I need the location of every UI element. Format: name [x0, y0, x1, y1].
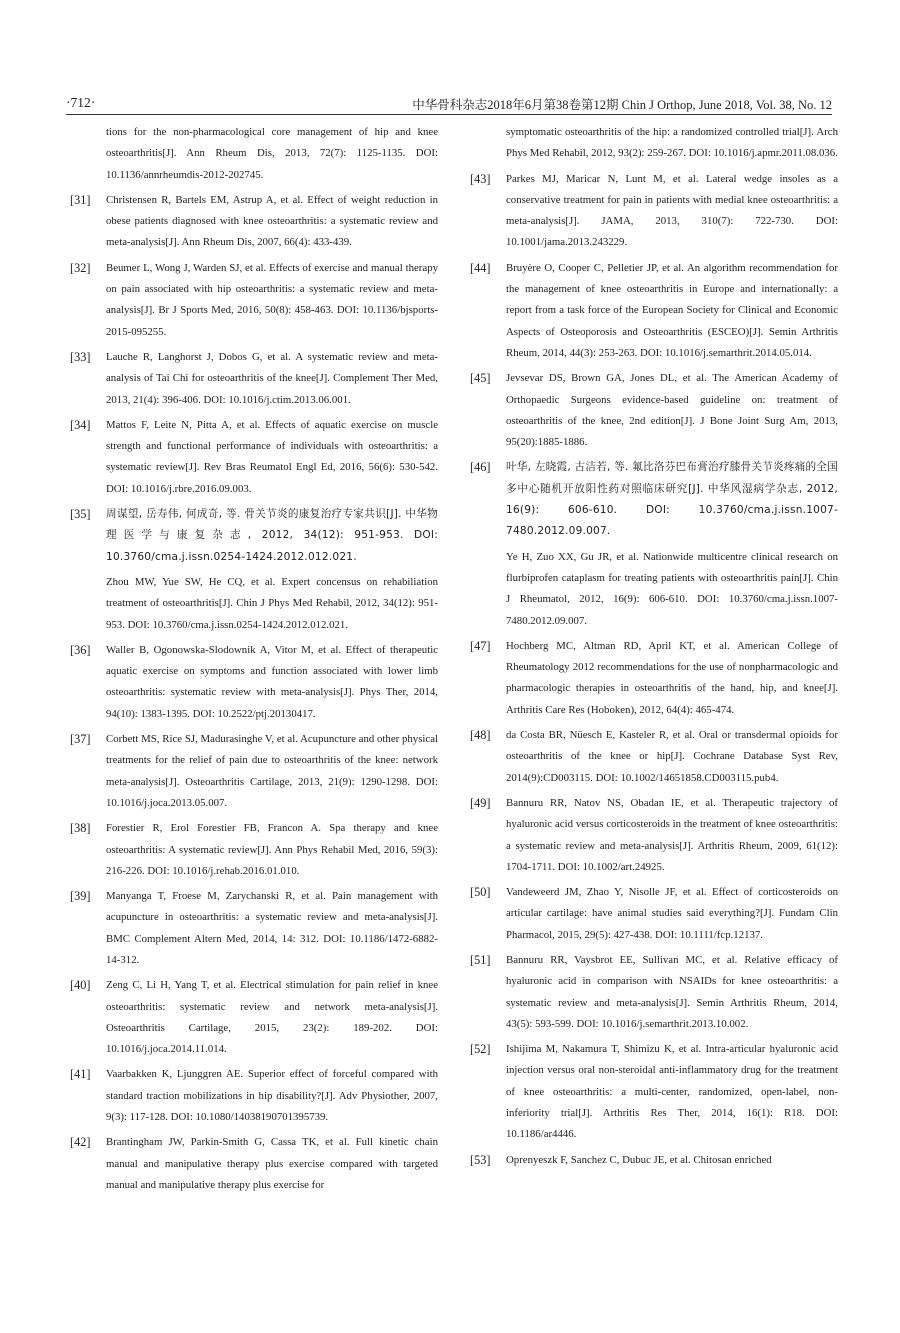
- reference-item: [470, 793, 838, 878]
- reference-text: Beumer L, Wong J, Warden SJ, et al. Effects of exercise and manual therapy on pain associated with hip osteoarthritis: a systematic review and meta-analysis[J]. Br J Sports Med, 2016, 50(8): 458-463. DOI: 10.1136/bjsports-2015-095255.: [106, 261, 438, 338]
- reference-text: Parkes MJ, Maricar N, Lunt M, et al. Lateral wedge insoles as a conservative treatment for pain in patients with medial knee osteoarthritis: a meta-analysis[J]. JAMA, 2013, 310(7): 722-730. DOI: 10.1001/jama.2013.243229.: [506, 172, 838, 249]
- reference-number: [40]: [70, 978, 91, 993]
- reference-text: Ishijima M, Nakamura T, Shimizu K, et al. Intra-articular hyaluronic acid injection versus oral non-steroidal anti-inflammatory drug for the treatment of knee osteoarthritis: a multi-center, randomized, open-label, non-inferiority trial[J]. Arthritis Res Ther, 2014, 16(1): R18. DOI: 10.1186/ar4446.: [506, 1043, 838, 1141]
- reference-item: [70, 1064, 438, 1128]
- reference-number: [38]: [70, 821, 91, 836]
- reference-item: [70, 572, 438, 636]
- reference-text: Brantingham JW, Parkin-Smith G, Cassa TK, et al. Full kinetic chain manual and manipulative therapy plus exercise compared with targeted manual and manipulative therapy plus exercise for: [106, 1136, 438, 1191]
- reference-number: [45]: [470, 371, 491, 386]
- reference-item: [70, 190, 438, 254]
- reference-item: [70, 347, 438, 411]
- reference-text: Forestier R, Erol Forestier FB, Francon A. Spa therapy and knee osteoarthritis: A systematic review[J]. Ann Phys Rehabil Med, 2016, 59(3): 216-226. DOI: 10.1016/j.rehab.2016.01.010.: [106, 822, 438, 877]
- reference-number: [37]: [70, 732, 91, 747]
- reference-number: [51]: [470, 952, 491, 967]
- reference-item: [70, 504, 438, 568]
- reference-text: Vaarbakken K, Ljunggren AE. Superior effect of forceful compared with standard traction mobilizations in hip disability?[J]. Adv Physiother, 2007, 9(3): 117-128. DOI: 10.1080/14038190701395739.: [106, 1068, 438, 1124]
- reference-text: Zhou MW, Yue SW, He CQ, et al. Expert concensus on rehabiliation treatment of osteoarthritis[J]. Chin J Phys Med Rehabil, 2012, 34(12): 951-953. DOI: 10.3760/cma.j.issn.0254-1424.2012.012.021.: [106, 575, 438, 631]
- reference-item: [70, 818, 438, 882]
- reference-continuation: [470, 122, 838, 165]
- reference-number: [50]: [470, 885, 491, 900]
- page-number: ·712·: [66, 95, 96, 110]
- reference-number: [53]: [470, 1152, 491, 1167]
- reference-text: Ye H, Zuo XX, Gu JR, et al. Nationwide multicentre clinical research on flurbiprofen cataplasm for treating patients with osteoarthritis pain[J]. Chin J Rheumatol, 2012, 16(9): 606-610. DOI: 10.3760/cma.j.issn.1007-7480.2012.09.007.: [506, 550, 838, 627]
- reference-number: [44]: [470, 260, 491, 275]
- reference-item: [470, 882, 838, 946]
- reference-number: [34]: [70, 417, 91, 432]
- journal-citation-line: 中华骨科杂志2018年6月第38卷第12期 Chin J Orthop, June 2018, Vol. 38, No. 12: [412, 98, 832, 112]
- reference-text: Oprenyeszk F, Sanchez C, Dubuc JE, et al. Chitosan enriched: [506, 1153, 772, 1166]
- reference-number: [36]: [70, 642, 91, 657]
- reference-item: [70, 640, 438, 725]
- reference-number: [31]: [70, 192, 91, 207]
- reference-number: [43]: [470, 171, 491, 186]
- reference-text: Bruyère O, Cooper C, Pelletier JP, et al. An algorithm recommendation for the management of knee osteoarthritis in Europe and internationally: a report from a task force of the European Society for Clinical and Economic Aspects of Osteoporosis and Osteoarthritis (ESCEO)[J]. Semin Arthritis Rheum, 2014, 44(3): 253-263. DOI: 10.1016/j.semarthrit.2014.05.014.: [506, 261, 838, 359]
- reference-text: tions for the non-pharmacological core management of hip and knee osteoarthritis[J]. Ann Rheum Dis, 2013, 72(7): 1125-1135. DOI: 10.1136/annrheumdis-2012-202745.: [106, 126, 438, 181]
- reference-item: [470, 547, 838, 632]
- reference-number: [32]: [70, 260, 91, 275]
- reference-item: [470, 457, 838, 542]
- reference-item: [70, 258, 438, 343]
- reference-item: [70, 1132, 438, 1196]
- reference-text: da Costa BR, Nüesch E, Kasteler R, et al. Oral or transdermal opioids for osteoarthritis of the knee or hip[J]. Cochrane Database Syst Rev, 2014(9):CD003115. DOI: 10.1002/14651858.CD003115.pub4.: [506, 729, 838, 784]
- left-column: [70, 122, 438, 1317]
- reference-number: [39]: [70, 889, 91, 904]
- reference-text: Zeng C, Li H, Yang T, et al. Electrical stimulation for pain relief in knee osteoarthritis: systematic review and network meta-analysis[J]. Osteoarthritis Cartilage, 2015, 23(2): 189-202. DOI: 10.1016/j.joca.2014.11.014.: [106, 979, 438, 1056]
- reference-text: 叶华, 左晓霞, 古洁若, 等. 氟比洛芬巴布膏治疗膝骨关节炎疼痛的全国多中心随机开放阳性药对照临床研究[J]. 中华风湿病学杂志, 2012, 16(9): 606-610. DOI: 10.3760/cma.j.issn.1007-7480.2012.09.007.: [506, 461, 838, 538]
- reference-number: [33]: [70, 349, 91, 364]
- reference-item: [70, 886, 438, 971]
- reference-number: [48]: [470, 728, 491, 743]
- reference-item: [70, 975, 438, 1060]
- reference-item: [470, 1039, 838, 1145]
- reference-text: Waller B, Ogonowska-Slodownik A, Vitor M, et al. Effect of therapeutic aquatic exercise on symptoms and function associated with lower limb osteoarthritis: systematic review with meta-analysis[J]. Phys Ther, 2014, 94(10): 1383-1395. DOI: 10.2522/ptj.20130417.: [106, 643, 438, 720]
- reference-item: [470, 725, 838, 789]
- page-header: [66, 95, 832, 115]
- reference-text: Christensen R, Bartels EM, Astrup A, et al. Effect of weight reduction in obese patients diagnosed with knee osteoarthritis: a systematic review and meta-analysis[J]. Ann Rheum Dis, 2007, 66(4): 433-439.: [106, 193, 438, 249]
- reference-text: 周谋望, 岳寿伟, 何成奇, 等. 骨关节炎的康复治疗专家共识[J]. 中华物理医学与康复杂志, 2012, 34(12): 951-953. DOI: 10.3760/cma.j.issn.0254-1424.2012.012.021.: [106, 508, 438, 563]
- reference-number: [52]: [470, 1042, 491, 1057]
- reference-text: Jevsevar DS, Brown GA, Jones DL, et al. The American Academy of Orthopaedic Surgeons evidence-based guideline on: treatment of osteoarthritis of the knee, 2nd edition[J]. J Bone Joint Surg Am, 2013, 95(20):1885-1886.: [506, 372, 838, 449]
- reference-text: Manyanga T, Froese M, Zarychanski R, et al. Pain management with acupuncture in osteoarthritis: a systematic review and meta-analysis[J]. BMC Complement Altern Med, 2014, 14: 312. DOI: 10.1186/1472-6882-14-312.: [106, 890, 438, 966]
- reference-item: [470, 258, 838, 364]
- reference-item: [470, 950, 838, 1035]
- reference-item: [70, 729, 438, 814]
- reference-item: [470, 1150, 838, 1171]
- reference-text: Bannuru RR, Vaysbrot EE, Sullivan MC, et al. Relative efficacy of hyaluronic acid in comparison with NSAIDs for knee osteoarthritis: a systematic review and meta-analysis[J]. Semin Arthritis Rheum, 2014, 43(5): 593-599. DOI: 10.1016/j.semarthrit.2013.10.002.: [506, 953, 838, 1030]
- reference-text: Vandeweerd JM, Zhao Y, Nisolle JF, et al. Effect of corticosteroids on articular cartilage: have animal studies said everything?[J]. Fundam Clin Pharmacol, 2015, 29(5): 427-438. DOI: 10.1111/fcp.12137.: [506, 886, 838, 941]
- reference-item: [470, 636, 838, 721]
- reference-number: [49]: [470, 795, 491, 810]
- reference-text: Corbett MS, Rice SJ, Madurasinghe V, et al. Acupuncture and other physical treatments for the relief of pain due to osteoarthritis of the knee: network meta-analysis[J]. Osteoarthritis Cartilage, 2013, 21(9): 1290-1298. DOI: 10.1016/j.joca.2013.05.007.: [106, 733, 438, 809]
- reference-text: Hochberg MC, Altman RD, April KT, et al. American College of Rheumatology 2012 recommendations for the use of nonpharmacologic and pharmacologic therapies in osteoarthritis of the hand, hip, and knee[J]. Arthritis Care Res (Hoboken), 2012, 64(4): 465-474.: [506, 639, 838, 716]
- reference-item: [70, 415, 438, 500]
- header-rule: [66, 114, 832, 115]
- right-column: [470, 122, 838, 1317]
- reference-number: [46]: [470, 460, 491, 475]
- reference-item: [470, 368, 838, 453]
- reference-number: [35]: [70, 507, 91, 522]
- reference-text: Mattos F, Leite N, Pitta A, et al. Effects of aquatic exercise on muscle strength and functional performance of individuals with osteoarthritis: a systematic review[J]. Rev Bras Reumatol Engl Ed, 2016, 56(6): 530-542. DOI: 10.1016/j.rbre.2016.09.003.: [106, 418, 438, 495]
- reference-number: [42]: [70, 1135, 91, 1150]
- reference-number: [41]: [70, 1067, 91, 1082]
- reference-continuation: [70, 122, 438, 186]
- reference-text: Bannuru RR, Natov NS, Obadan IE, et al. Therapeutic trajectory of hyaluronic acid versus corticosteroids in the treatment of knee osteoarthritis: a systematic review and meta-analysis[J]. Arthritis Rheum, 2009, 61(12): 1704-1711. DOI: 10.1002/art.24925.: [506, 796, 838, 873]
- reference-number: [47]: [470, 638, 491, 653]
- reference-text: symptomatic osteoarthritis of the hip: a randomized controlled trial[J]. Arch Phys Med Rehabil, 2012, 93(2): 259-267. DOI: 10.1016/j.apmr.2011.08.036.: [506, 126, 838, 160]
- reference-text: Lauche R, Langhorst J, Dobos G, et al. A systematic review and meta-analysis of Tai Chi for osteoarthritis of the knee[J]. Complement Ther Med, 2013, 21(4): 396-406. DOI: 10.1016/j.ctim.2013.06.001.: [106, 350, 438, 406]
- reference-item: [470, 169, 838, 254]
